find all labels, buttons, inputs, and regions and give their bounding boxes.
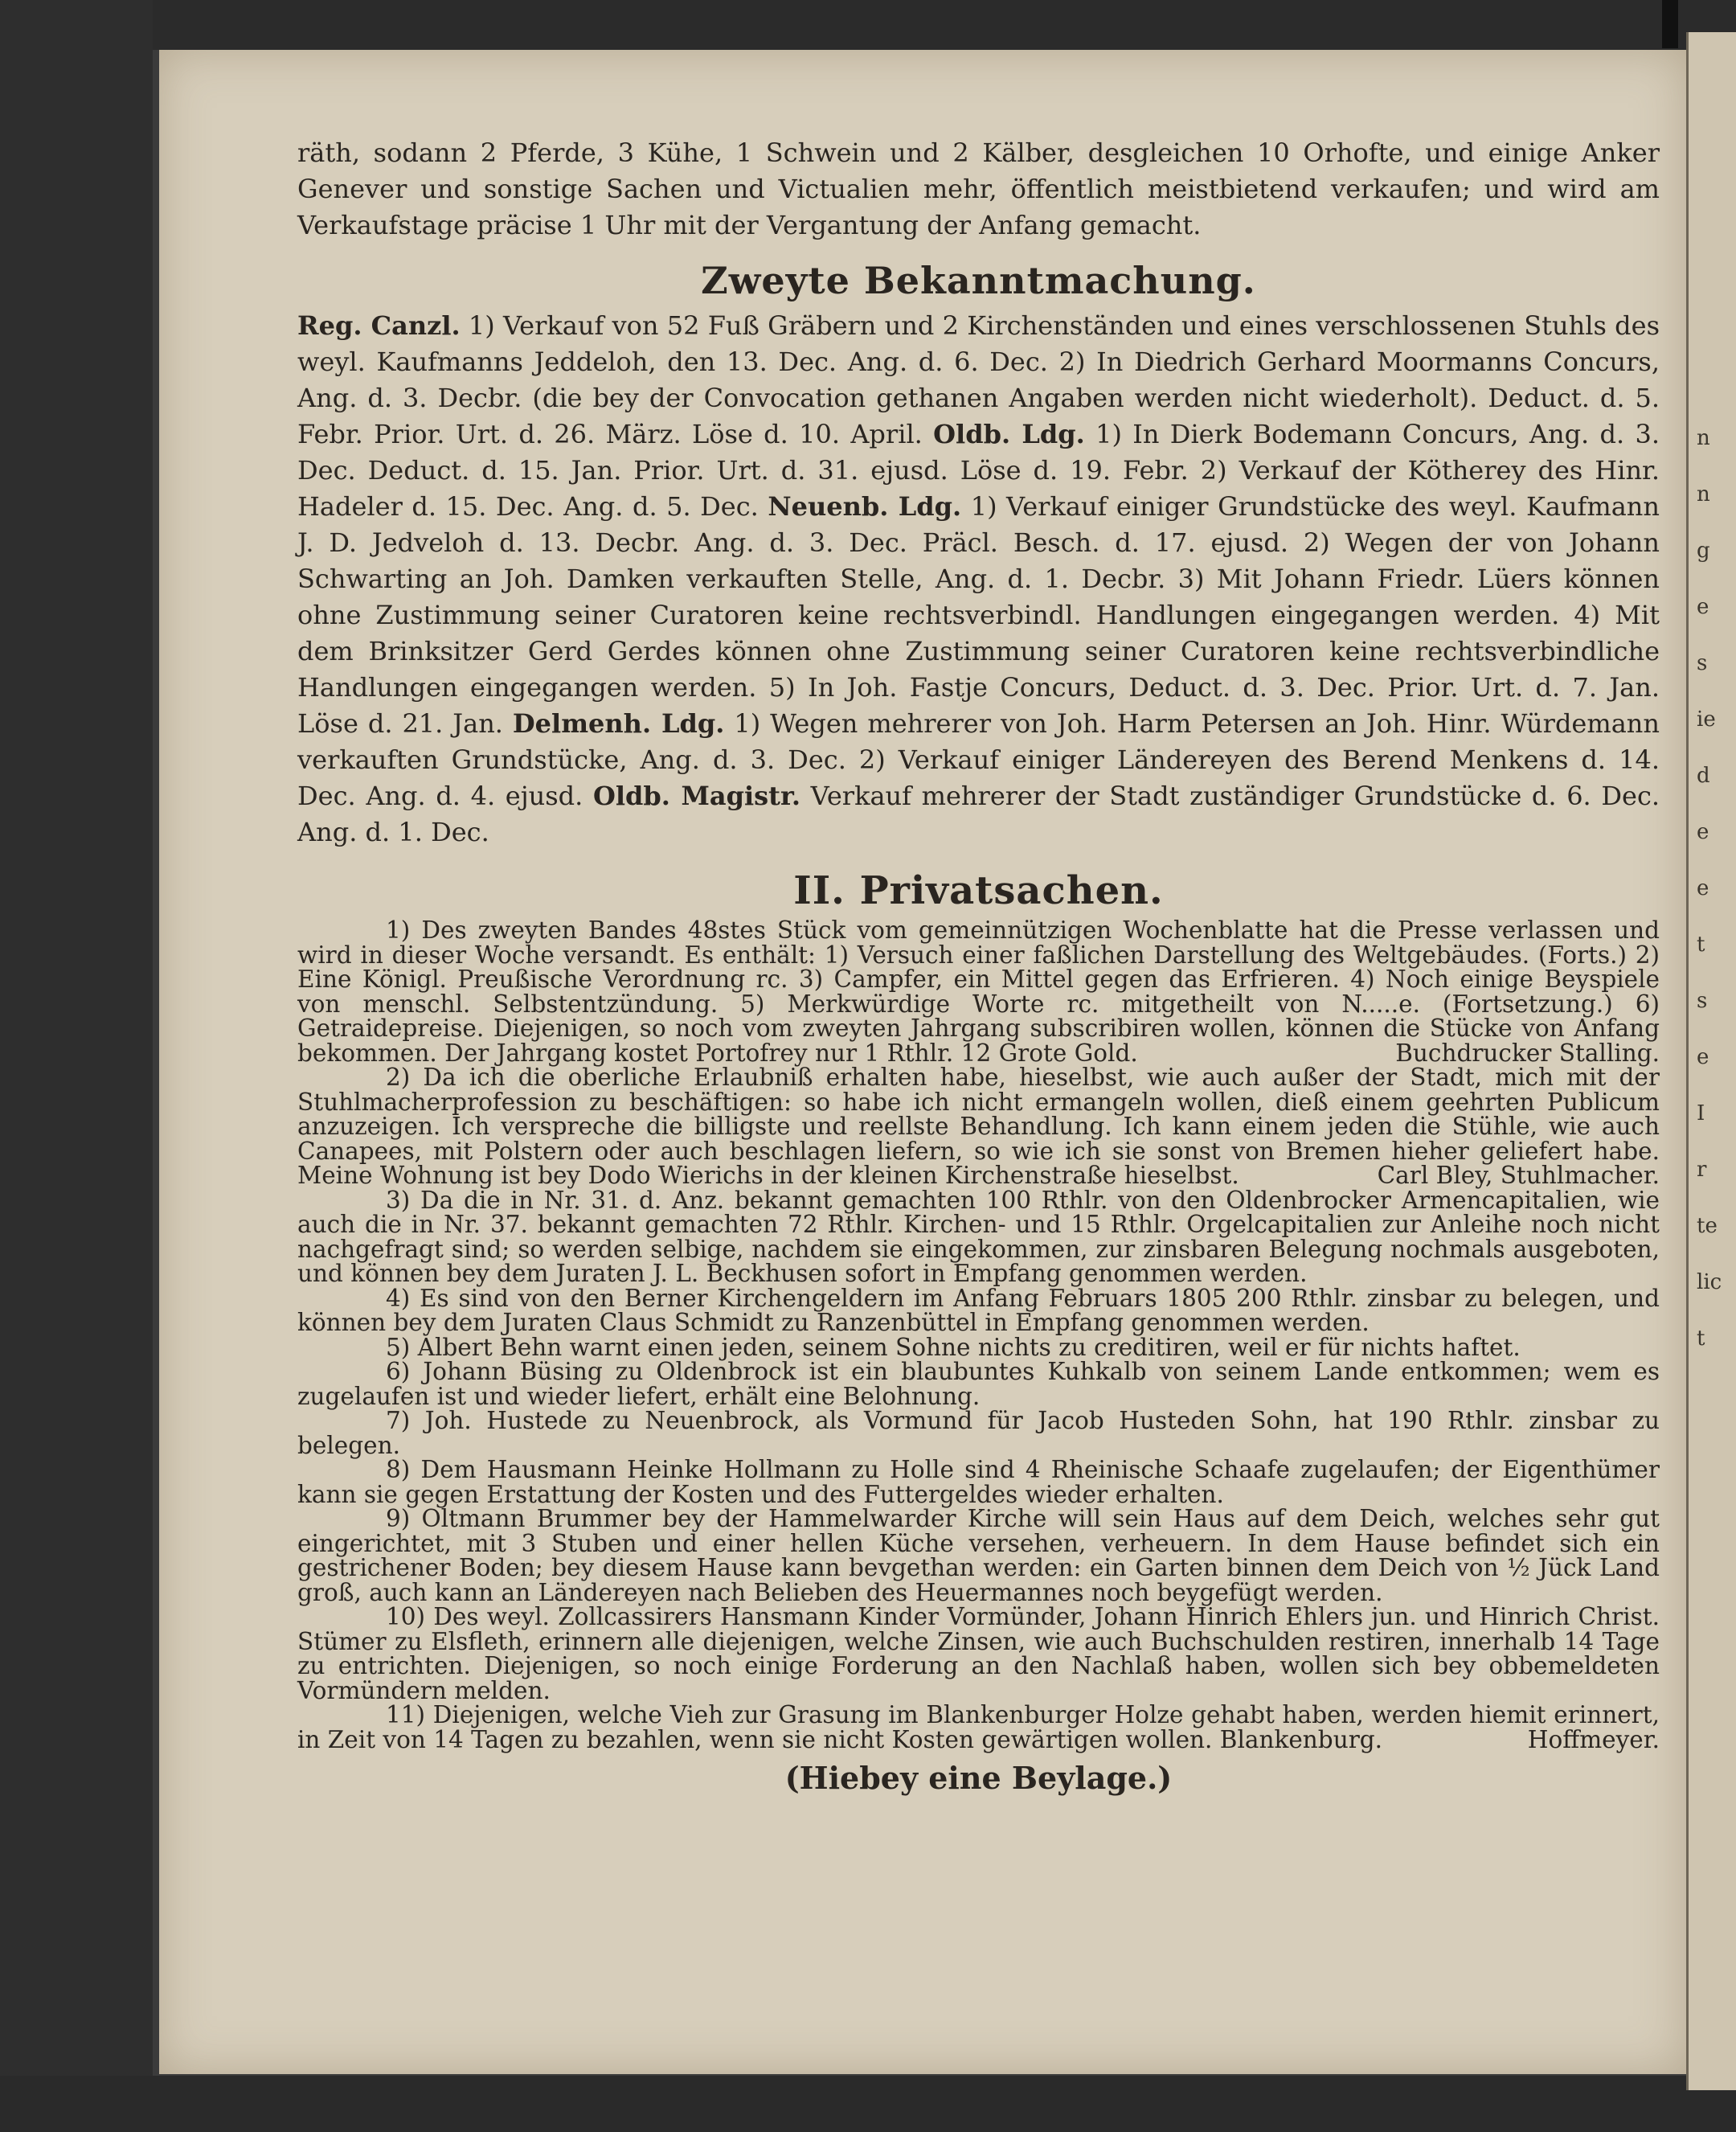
fragment: e	[1697, 1045, 1709, 1069]
corner-tab	[1662, 0, 1678, 48]
adjacent-page-edge	[1686, 32, 1736, 2090]
notice-item: 3) Da die in Nr. 31. d. Anz. bekannt gemachten 100 Rthlr. von den Oldenbrocker Armencapitalien, wie auch die in Nr. 37. bekannt gemachten 72 Rthlr. Kirchen- und 15 Rthlr. Orgelcapitalien zur Anleihe noch nicht nachgefragt sind; so werden selbige, nachdem sie eingekommen, zur zinsbaren Belegung nochmals ausgeboten, und können bey dem Juraten J. L. Beckhusen sofort in Empfang genommen werden.	[297, 1186, 1660, 1287]
fragment: s	[1697, 989, 1708, 1013]
fragment: e	[1697, 876, 1709, 900]
private-notices	[297, 918, 1660, 1752]
notice-text: 1) In Dierk Bodemann Concurs, Ang. d. 3. Dec. Deduct. d. 15. Jan. Prior. Urt. d. 31. ejusd. Löse d. 19. Febr. 2) Verkauf der Kötherey des Hinr. Hadeler d. 15. Dec. Ang. d. 5. Dec.	[297, 419, 1660, 522]
fragment: I	[1697, 1101, 1705, 1125]
authority-label: Neuenb. Ldg.	[768, 491, 962, 522]
notice-item: 8) Dem Hausmann Heinke Hollmann zu Holle sind 4 Rheinische Schaafe zugelaufen; der Eigenthümer kann sie gegen Erstattung der Kosten und des Futtergeldes wieder erhalten.	[297, 1456, 1660, 1508]
fragment: e	[1697, 595, 1709, 619]
notice-item: 10) Des weyl. Zollcassirers Hansmann Kinder Vormünder, Johann Hinrich Ehlers jun. und Hinrich Christ. Stümer zu Elsfleth, erinnern alle diejenigen, welche Zinsen, wie auch Buchschulden restiren, innerhalb 14 Tage zu entrichten. Diejenigen, so noch einige Forderung an den Nachlaß haben, wollen sich bey obbemeldeten Vormündern melden.	[297, 1603, 1660, 1704]
signature: Carl Bley, Stuhlmacher.	[1377, 1162, 1660, 1189]
scanner-bed-bottom	[0, 2076, 1736, 2132]
fragment: n	[1697, 426, 1710, 450]
notice-item: 5) Albert Behn warnt einen jeden, seinem Sohne nichts zu creditiren, weil er für nichts haftet.	[386, 1333, 1521, 1361]
fragment: t	[1697, 933, 1705, 957]
intro-paragraph: räth, sodann 2 Pferde, 3 Kühe, 1 Schwein und 2 Kälber, desgleichen 10 Orhofte, und einige Anker Genever und sonstige Sachen und Victualien mehr, öffentlich meistbietend verkaufen; und wird am Verkaufstage präcise 1 Uhr mit der Vergantung der Anfang gemacht.	[297, 137, 1660, 240]
closing-note: (Hiebey eine Beylage.)	[784, 1760, 1173, 1796]
authority-label: Oldb. Ldg.	[933, 419, 1085, 449]
signature: Hoffmeyer.	[1527, 1725, 1660, 1753]
notice-item-text: 2) Da ich die oberliche Erlaubniß erhalten habe, hieselbst, wie auch außer der Stadt, mich mit der Stuhlmacherprofession zu beschäftigen: so habe ich nicht ermangeln wollen, dieß einem geehrten Publicum anzuzeigen. Ich verspreche die billigste und reellste Behandlung. Ich kann einem jeden die Stühle, wie auch Canapees, mit Polstern oder auch beschlagen liefern, so wie ich sie sonst von Bremen hieher geliefert habe. Meine Wohnung ist bey Dodo Wierichs in der kleinen Kirchenstraße hieselbst.	[297, 1064, 1660, 1189]
notice-item	[297, 1703, 1660, 1752]
fragment: g	[1697, 539, 1710, 563]
notice-text: 1) Verkauf einiger Grundstücke des weyl. Kaufmann J. D. Jedveloh d. 13. Decbr. Ang. d. 3. Dec. Präcl. Besch. d. 17. ejusd. 2) Wegen der von Johann Schwarting an Joh. Damken verkauften Stelle, Ang. d. 1. Decbr. 3) Mit Johann Friedr. Lüers können ohne Zustimmung seiner Curatoren keine rechtsverbindl. Handlungen eingegangen werden. 4) Mit dem Brinksitzer Gerd Gerdes können ohne Zustimmung seiner Curatoren keine rechtsverbindliche Handlungen eingegangen werden. 5) In Joh. Fastje Concurs, Deduct. d. 3. Dec. Prior. Urt. d. 7. Jan. Löse d. 21. Jan.	[297, 491, 1660, 739]
section-heading: Zweyte Bekanntmachung.	[701, 259, 1256, 302]
scanner-bed-top	[0, 0, 1736, 50]
fragment: t	[1697, 1326, 1705, 1351]
fragment: te	[1697, 1214, 1718, 1238]
notice-text: 1) Verkauf von 52 Fuß Gräbern und 2 Kirchenständen und eines verschlossenen Stuhls des weyl. Kaufmanns Jeddeloh, den 13. Dec. Ang. d. 6. Dec. 2) In Diedrich Gerhard Moormanns Concurs, Ang. d. 3. Decbr. (die bey der Convocation gethanen Angaben werden nicht wiederholt). Deduct. d. 5. Febr. Prior. Urt. d. 26. März. Löse d. 10. April.	[297, 310, 1660, 449]
notice-item: 6) Johann Büsing zu Oldenbrock ist ein blaubuntes Kuhkalb von seinem Lande entkommen; wem es zugelaufen ist und wieder liefert, erhält eine Belohnung.	[297, 1358, 1660, 1410]
notice-text: 1) Wegen mehrerer von Joh. Harm Petersen an Joh. Hinr. Würdemann verkauften Grundstücke, Ang. d. 3. Dec. 2) Verkauf einiger Ländereyen des Berend Menkens d. 14. Dec. Ang. d. 4. ejusd.	[297, 708, 1660, 811]
notice-item-text: 1) Des zweyten Bandes 48stes Stück vom gemeinnützigen Wochenblatte hat die Presse verlassen und wird in dieser Woche versandt. Es enthält: 1) Versuch einer faßlichen Darstellung des Weltgebäudes. (Forts.) 2) Eine Königl. Preußische Verordnung rc. 3) Campfer, ein Mittel gegen das Erfrieren. 4) Noch einige Beyspiele von menschl. Selbstentzündung. 5) Merkwürdige Worte rc. mitgetheilt von N.....e. (Fortsetzung.) 6) Getraidepreise. Diejenigen, so noch vom zweyten Jahrgang subscribiren wollen, können die Stücke von Anfang bekommen. Der Jahrgang kostet Portofrey nur 1 Rthlr. 12 Grote Gold.	[297, 916, 1660, 1067]
notice-item: 7) Joh. Hustede zu Neuenbrock, als Vormund für Jacob Husteden Sohn, hat 190 Rthlr. zinsbar zu belegen.	[297, 1407, 1660, 1459]
fragment: lic	[1697, 1270, 1722, 1294]
page-text	[297, 135, 1660, 1796]
authority-label: Oldb. Magistr.	[592, 781, 801, 811]
notice-text: Verkauf mehrerer der Stadt zuständiger Grundstücke d. 6. Dec. Ang. d. 1. Dec.	[297, 781, 1660, 847]
authority-label: Reg. Canzl.	[297, 310, 461, 341]
fragment: n	[1697, 482, 1710, 506]
notice-item: 9) Oltmann Brummer bey der Hammelwarder Kirche will sein Haus auf dem Deich, welches sehr gut eingerichtet, mit 3 Stuben und einer hellen Küche versehen, verheuern. In dem Hause befindet sich ein gestrichener Boden; bey diesem Hause kann bevgethan werden: ein Garten binnen dem Deich von ½ Jück Land groß, auch kann an Ländereyen nach Belieben des Heuermannes noch beygefügt werden.	[297, 1505, 1660, 1606]
fragment: r	[1697, 1158, 1707, 1182]
fragment: ie	[1697, 707, 1716, 732]
section-heading: II. Privatsachen.	[793, 868, 1164, 913]
notice-item: 4) Es sind von den Berner Kirchengeldern im Anfang Februars 1805 200 Rthlr. zinsbar zu belegen, und können bey dem Juraten Claus Schmidt zu Ranzenbüttel in Empfang genommen werden.	[297, 1284, 1660, 1336]
scanner-bed-left	[0, 0, 153, 2132]
signature: Buchdrucker Stalling.	[1395, 1039, 1660, 1067]
fragment: d	[1697, 764, 1710, 788]
notice-item-text: 11) Diejenigen, welche Vieh zur Grasung im Blankenburger Holze gehabt haben, werden hiemit erinnert, in Zeit von 14 Tagen zu bezahlen, wenn sie nicht Kosten gewärtigen wollen. Blankenburg.	[297, 1701, 1660, 1753]
notice-paragraph	[297, 308, 1660, 851]
fragment: s	[1697, 651, 1708, 675]
notice-item	[297, 1065, 1660, 1188]
fragment: e	[1697, 820, 1709, 844]
authority-label: Delmenh. Ldg.	[512, 708, 725, 739]
notice-item	[297, 918, 1660, 1065]
